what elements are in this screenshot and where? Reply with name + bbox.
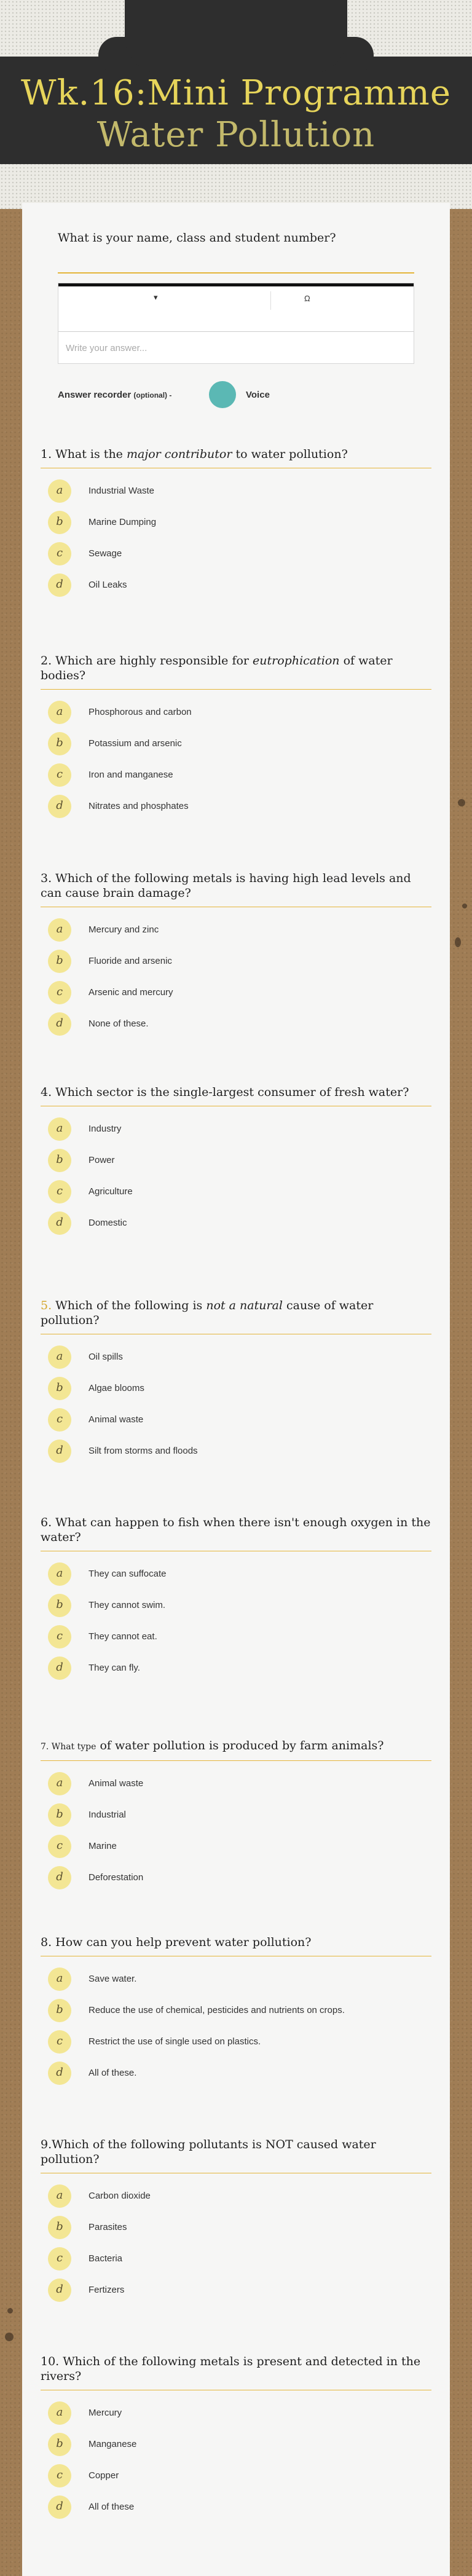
question-text: cause of water pollution? xyxy=(41,1299,374,1327)
answer-recorder xyxy=(58,381,414,408)
answer-option[interactable] xyxy=(41,1342,431,1373)
option-letter-badge: b xyxy=(48,732,71,755)
intro-divider xyxy=(58,272,414,274)
answer-input[interactable] xyxy=(65,340,408,356)
question-text: 9.Which of the following pollutants is NOT caused water pollution? xyxy=(41,2138,376,2166)
toolbar-separator xyxy=(270,291,271,310)
answer-option[interactable] xyxy=(41,946,431,977)
question-text: to water pollution? xyxy=(232,447,348,461)
option-label: Nitrates and phosphates xyxy=(88,801,189,811)
decorative-splat xyxy=(5,2333,14,2341)
option-label: Reduce the use of chemical, pesticides and nutrients on crops. xyxy=(88,2005,345,2015)
option-label: Industrial xyxy=(88,1810,126,1820)
question-1 xyxy=(41,447,431,601)
answer-option[interactable] xyxy=(41,1621,431,1653)
answer-option[interactable] xyxy=(41,2398,431,2429)
option-label: Marine xyxy=(88,1841,117,1851)
answer-option[interactable] xyxy=(41,2181,431,2212)
option-list xyxy=(41,697,431,822)
answer-option[interactable] xyxy=(41,1009,431,1040)
option-list xyxy=(41,476,431,601)
question-title xyxy=(41,1085,431,1106)
answer-option[interactable] xyxy=(41,1404,431,1436)
option-label: Animal waste xyxy=(88,1778,144,1789)
option-label: Domestic xyxy=(88,1218,127,1228)
option-letter-badge: b xyxy=(48,511,71,534)
intro-question: What is your name, class and student number? xyxy=(58,231,336,245)
option-label: Algae blooms xyxy=(88,1383,144,1393)
option-letter-badge: a xyxy=(48,2401,71,2425)
option-label: They can suffocate xyxy=(88,1569,167,1579)
option-label: They cannot swim. xyxy=(88,1600,166,1610)
question-3 xyxy=(41,871,431,1040)
option-letter-badge: a xyxy=(48,1967,71,1991)
option-letter-badge: b xyxy=(48,1149,71,1172)
option-letter-badge: a xyxy=(48,2184,71,2208)
question-emphasis: major contributor xyxy=(126,447,232,461)
option-label: Iron and manganese xyxy=(88,770,173,780)
option-letter-badge: d xyxy=(48,1211,71,1235)
option-letter-badge: a xyxy=(48,918,71,942)
question-9 xyxy=(41,2137,431,2306)
answer-option[interactable] xyxy=(41,1559,431,1590)
option-label: They can fly. xyxy=(88,1663,140,1673)
answer-option[interactable] xyxy=(41,1373,431,1404)
question-title xyxy=(41,1298,431,1334)
option-letter-badge: b xyxy=(48,2216,71,2239)
question-text: 10. Which of the following metals is present and detected in the rivers? xyxy=(41,2355,421,2383)
question-text: 8. How can you help prevent water pollution? xyxy=(41,1936,312,1949)
option-list xyxy=(41,2398,431,2523)
question-text: 1. What is the xyxy=(41,447,127,461)
page-title xyxy=(0,73,472,156)
option-label: Oil spills xyxy=(88,1352,123,1362)
option-letter-badge: c xyxy=(48,1180,71,1203)
question-text: 3. Which of the following metals is having high lead levels and can cause brain damage? xyxy=(41,872,411,900)
option-letter-badge: a xyxy=(48,1772,71,1795)
recorder-optional-label: (optional) - xyxy=(133,391,172,400)
option-letter-badge: c xyxy=(48,542,71,565)
option-letter-badge: c xyxy=(48,1408,71,1432)
option-label: Sewage xyxy=(88,548,122,559)
answer-option[interactable] xyxy=(41,2243,431,2275)
option-label: Oil Leaks xyxy=(88,580,127,590)
question-title xyxy=(41,653,431,690)
question-title xyxy=(41,1935,431,1956)
option-label: Fertizers xyxy=(88,2285,125,2295)
option-label: Mercury xyxy=(88,2408,122,2418)
title-line-2: Water Pollution xyxy=(96,115,376,155)
answer-option[interactable] xyxy=(41,2058,431,2089)
question-5 xyxy=(41,1298,431,1467)
answer-option[interactable] xyxy=(41,977,431,1009)
answer-option[interactable] xyxy=(41,2492,431,2523)
editor-toolbar xyxy=(58,283,414,314)
question-4 xyxy=(41,1085,431,1239)
option-list xyxy=(41,1559,431,1684)
option-label: Fluoride and arsenic xyxy=(88,956,172,966)
question-text: of water pollution is produced by farm animals? xyxy=(96,1739,384,1752)
option-label: Arsenic and mercury xyxy=(88,987,173,998)
option-label: Animal waste xyxy=(88,1414,144,1425)
option-list xyxy=(41,2181,431,2306)
question-text: 4. Which sector is the single-largest consumer of fresh water? xyxy=(41,1085,409,1099)
question-number: 7. What type xyxy=(41,1742,96,1752)
option-label: None of these. xyxy=(88,1018,149,1029)
option-letter-badge: d xyxy=(48,1012,71,1036)
option-letter-badge: c xyxy=(48,2464,71,2487)
option-label: Manganese xyxy=(88,2439,137,2449)
answer-option[interactable] xyxy=(41,1800,431,1831)
option-list xyxy=(41,1342,431,1467)
answer-option[interactable] xyxy=(41,1862,431,1894)
option-label: Deforestation xyxy=(88,1872,144,1883)
option-label: Marine Dumping xyxy=(88,517,157,527)
option-letter-badge: d xyxy=(48,1866,71,1889)
chevron-down-icon[interactable]: ▾ xyxy=(154,293,158,302)
option-letter-badge: c xyxy=(48,2247,71,2271)
quiz-card xyxy=(22,203,450,2576)
option-letter-badge: d xyxy=(48,2279,71,2302)
option-letter-badge: c xyxy=(48,1835,71,1858)
answer-option[interactable] xyxy=(41,2429,431,2460)
question-6 xyxy=(41,1515,431,1684)
question-title xyxy=(41,1738,431,1761)
answer-option[interactable] xyxy=(41,791,431,822)
option-letter-badge: a xyxy=(48,479,71,503)
option-list xyxy=(41,1114,431,1239)
answer-option[interactable] xyxy=(41,1653,431,1684)
recorder-label: Answer recorder (optional) - xyxy=(58,390,172,400)
answer-option[interactable] xyxy=(41,915,431,946)
question-title xyxy=(41,1515,431,1551)
decorative-splat xyxy=(458,799,465,806)
question-title xyxy=(41,871,431,907)
option-letter-badge: b xyxy=(48,1999,71,2022)
answer-option[interactable] xyxy=(41,1114,431,1145)
option-letter-badge: d xyxy=(48,2495,71,2519)
option-letter-badge: a xyxy=(48,1562,71,1586)
answer-option[interactable] xyxy=(41,1964,431,1995)
question-10 xyxy=(41,2354,431,2523)
option-letter-badge: c xyxy=(48,2030,71,2054)
decorative-splat xyxy=(7,2308,13,2314)
answer-option[interactable] xyxy=(41,1831,431,1862)
option-label: Copper xyxy=(88,2470,119,2481)
option-list xyxy=(41,1768,431,1894)
option-label: Save water. xyxy=(88,1974,137,1984)
option-letter-badge: a xyxy=(48,1345,71,1369)
answer-option[interactable] xyxy=(41,697,431,728)
option-label: They cannot eat. xyxy=(88,1631,157,1642)
option-label: Silt from storms and floods xyxy=(88,1446,198,1456)
answer-option[interactable] xyxy=(41,2275,431,2306)
question-title xyxy=(41,447,431,468)
answer-option[interactable] xyxy=(41,476,431,507)
answer-option[interactable] xyxy=(41,2027,431,2058)
option-letter-badge: c xyxy=(48,1625,71,1648)
header xyxy=(0,0,472,209)
option-letter-badge: d xyxy=(48,573,71,597)
answer-option[interactable] xyxy=(41,2460,431,2492)
answer-option[interactable] xyxy=(41,1176,431,1208)
question-text: 2. Which are highly responsible for xyxy=(41,654,253,668)
option-letter-badge: c xyxy=(48,763,71,787)
option-label: Power xyxy=(88,1155,115,1165)
option-letter-badge: b xyxy=(48,1594,71,1617)
option-letter-badge: b xyxy=(48,950,71,973)
question-2 xyxy=(41,653,431,822)
option-letter-badge: b xyxy=(48,1803,71,1827)
option-letter-badge: d xyxy=(48,2062,71,2085)
answer-option[interactable] xyxy=(41,1590,431,1621)
editor-divider xyxy=(58,331,414,332)
answer-option[interactable] xyxy=(41,538,431,570)
option-label: Industrial Waste xyxy=(88,486,154,496)
answer-option[interactable] xyxy=(41,1768,431,1800)
record-voice-button[interactable] xyxy=(209,381,236,408)
option-label: Restrict the use of single used on plastics. xyxy=(88,2036,261,2047)
option-label: Industry xyxy=(88,1124,122,1134)
option-letter-badge: d xyxy=(48,1440,71,1463)
option-label: Bacteria xyxy=(88,2253,123,2264)
option-label: All of these xyxy=(88,2502,135,2512)
answer-option[interactable] xyxy=(41,728,431,760)
option-label: Agriculture xyxy=(88,1186,133,1197)
question-title xyxy=(41,2354,431,2390)
question-7 xyxy=(41,1738,431,1894)
question-text: of water bodies? xyxy=(41,654,393,682)
option-label: Parasites xyxy=(88,2222,127,2232)
option-letter-badge: d xyxy=(48,795,71,818)
question-8 xyxy=(41,1935,431,2089)
answer-editor[interactable] xyxy=(58,283,414,364)
banner-cap xyxy=(125,0,347,74)
option-list xyxy=(41,1964,431,2089)
answer-option[interactable] xyxy=(41,1436,431,1467)
option-letter-badge: b xyxy=(48,2433,71,2456)
answer-option[interactable] xyxy=(41,507,431,538)
option-list xyxy=(41,915,431,1040)
question-text: 6. What can happen to fish when there isn't enough oxygen in the water? xyxy=(41,1516,431,1544)
option-letter-badge: a xyxy=(48,1117,71,1141)
option-label: Potassium and arsenic xyxy=(88,738,182,749)
question-number: 5. xyxy=(41,1299,52,1312)
question-emphasis: eutrophication xyxy=(253,654,340,668)
option-letter-badge: b xyxy=(48,1377,71,1400)
option-letter-badge: a xyxy=(48,701,71,724)
recorder-voice-label: Voice xyxy=(246,390,270,400)
option-label: All of these. xyxy=(88,2068,137,2078)
option-label: Phosphorous and carbon xyxy=(88,707,192,717)
answer-option[interactable] xyxy=(41,1145,431,1176)
option-label: Mercury and zinc xyxy=(88,924,159,935)
answer-option[interactable] xyxy=(41,1995,431,2027)
option-label: Carbon dioxide xyxy=(88,2191,151,2201)
decorative-splat xyxy=(462,904,467,908)
answer-option[interactable] xyxy=(41,1208,431,1239)
question-title xyxy=(41,2137,431,2173)
option-letter-badge: c xyxy=(48,981,71,1004)
question-emphasis: not a natural xyxy=(206,1299,283,1312)
answer-option[interactable] xyxy=(41,2212,431,2243)
special-characters-icon[interactable]: Ω xyxy=(304,294,310,303)
option-letter-badge: d xyxy=(48,1656,71,1680)
decorative-splat xyxy=(455,937,461,947)
answer-option[interactable] xyxy=(41,570,431,601)
answer-option[interactable] xyxy=(41,760,431,791)
question-text: Which of the following is xyxy=(52,1299,206,1312)
title-line-1: Wk.16:Mini Programme xyxy=(21,73,451,113)
